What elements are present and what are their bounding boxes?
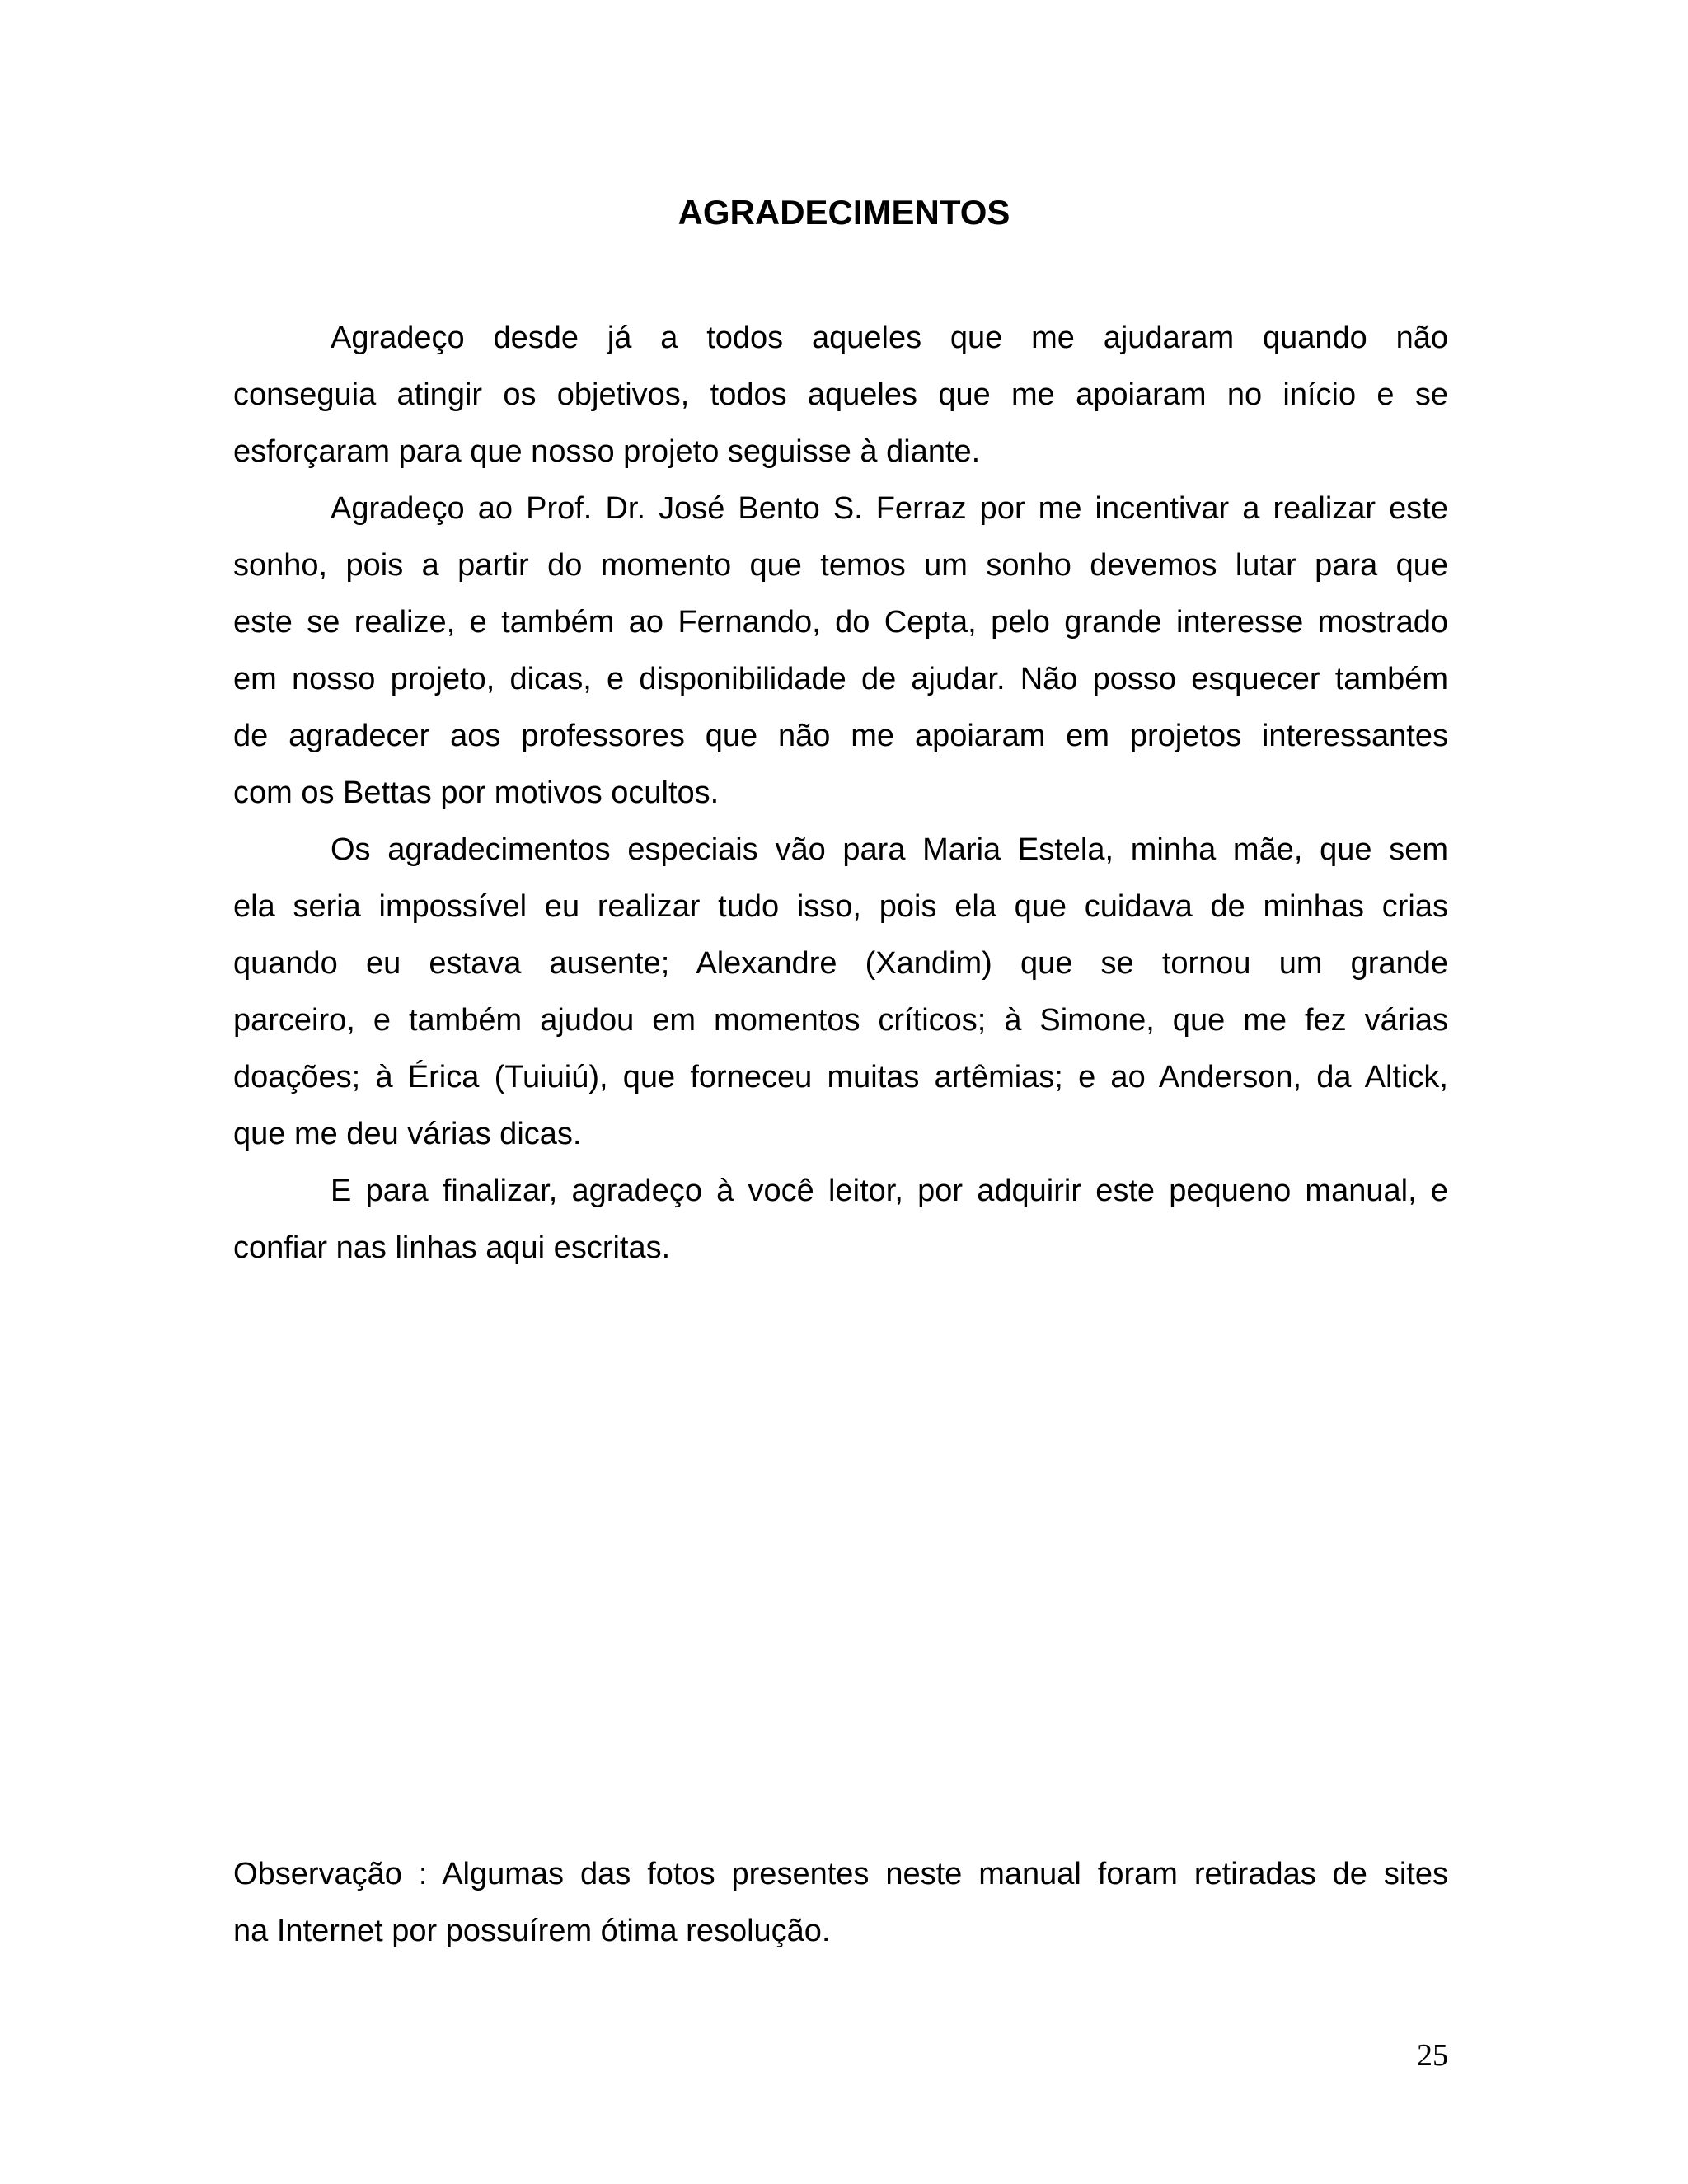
text-line: quando eu estava ausente; Alexandre (Xandim) que se tornou um grande bbox=[233, 946, 1448, 981]
text-line: sonho, pois a partir do momento que temos um sonho devemos lutar para que bbox=[233, 548, 1448, 583]
text-line: esforçaram para que nosso projeto seguisse à diante. bbox=[233, 434, 981, 469]
page-number: 25 bbox=[1417, 2038, 1448, 2073]
paragraph-3 bbox=[233, 822, 1448, 1163]
text-line: E para finalizar, agradeço à você leitor, por adquirir este pequeno manual, e bbox=[331, 1174, 1448, 1208]
paragraph-2 bbox=[233, 480, 1448, 822]
note-line: Observação : Algumas das fotos presentes neste manual foram retiradas de sites bbox=[233, 1857, 1448, 1891]
paragraph-1 bbox=[233, 310, 1448, 480]
text-line: confiar nas linhas aqui escritas. bbox=[233, 1230, 671, 1265]
text-line: este se realize, e também ao Fernando, do Cepta, pelo grande interesse mostrado bbox=[233, 605, 1448, 640]
text-line: com os Bettas por motivos ocultos. bbox=[233, 776, 720, 810]
text-line: em nosso projeto, dicas, e disponibilidade de ajudar. Não posso esquecer também bbox=[233, 662, 1448, 696]
text-line: Agradeço desde já a todos aqueles que me ajudaram quando não bbox=[331, 321, 1448, 355]
text-line: ela seria impossível eu realizar tudo isso, pois ela que cuidava de minhas crias bbox=[233, 889, 1448, 924]
text-line: Agradeço ao Prof. Dr. José Bento S. Ferraz por me incentivar a realizar este bbox=[331, 491, 1448, 526]
note-line: na Internet por possuírem ótima resolução. bbox=[233, 1914, 831, 1948]
paragraph-4 bbox=[233, 1163, 1448, 1277]
observation-note bbox=[233, 1846, 1448, 1960]
text-line: Os agradecimentos especiais vão para Maria Estela, minha mãe, que sem bbox=[331, 832, 1448, 867]
text-line: de agradecer aos professores que não me apoiaram em projetos interessantes bbox=[233, 719, 1448, 753]
acknowledgements-body bbox=[233, 310, 1448, 1277]
text-line: conseguia atingir os objetivos, todos aqueles que me apoiaram no início e se bbox=[233, 377, 1448, 412]
text-line: que me deu várias dicas. bbox=[233, 1117, 582, 1151]
text-line: doações; à Érica (Tuiuiú), que forneceu muitas artêmias; e ao Anderson, da Altick, bbox=[233, 1060, 1448, 1094]
page-title: AGRADECIMENTOS bbox=[678, 193, 1010, 232]
text-line: parceiro, e também ajudou em momentos críticos; à Simone, que me fez várias bbox=[233, 1003, 1448, 1038]
